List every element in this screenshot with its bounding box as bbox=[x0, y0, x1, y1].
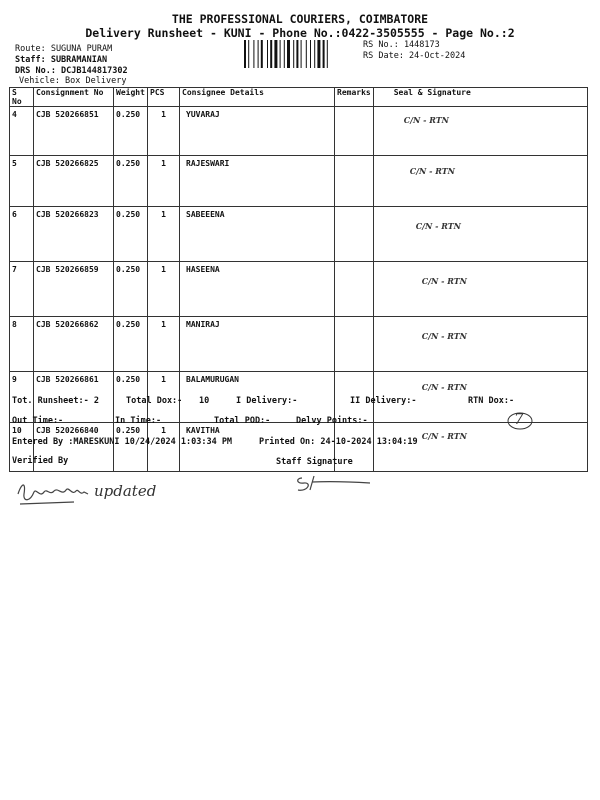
cell-weight: 0.250 bbox=[114, 423, 148, 472]
total-dox-value: 10 bbox=[199, 396, 210, 406]
cell-remarks bbox=[335, 262, 374, 317]
cell-consignment: CJB 520266823 bbox=[34, 207, 114, 262]
cell-pcs: 1 bbox=[148, 372, 180, 423]
runsheet-subtitle: Delivery Runsheet - KUNI - Phone No.:0422-3505555 - Page No.:2 bbox=[85, 26, 515, 40]
total-pod: Total POD:- bbox=[214, 416, 271, 426]
cell-remarks bbox=[335, 317, 374, 372]
in-time: In Time:- bbox=[115, 416, 162, 426]
cell-seal-handwritten: C/N - RTN bbox=[373, 107, 587, 156]
cell-weight: 0.250 bbox=[114, 156, 148, 207]
table-row bbox=[10, 207, 588, 262]
table-row bbox=[10, 107, 588, 156]
cell-weight: 0.250 bbox=[114, 262, 148, 317]
cell-consignment: CJB 520266862 bbox=[34, 317, 114, 372]
printed-on: Printed On: 24-10-2024 13:04:19 bbox=[259, 437, 418, 447]
cell-sno: 4 bbox=[10, 107, 34, 156]
header-remarks: Remarks bbox=[335, 88, 374, 107]
cell-consignee: RAJESWARI bbox=[180, 156, 335, 207]
cell-consignment: CJB 520266861 bbox=[34, 372, 114, 423]
cell-sno: 9 bbox=[10, 372, 34, 423]
verified-note-handwritten: updated bbox=[94, 482, 157, 500]
verified-by-label: Verified By bbox=[12, 456, 69, 466]
delvy-points: Delvy Points:- bbox=[296, 416, 368, 426]
consignment-table bbox=[9, 87, 588, 472]
cell-sno: 5 bbox=[10, 156, 34, 207]
company-title: THE PROFESSIONAL COURIERS, COIMBATORE bbox=[171, 12, 429, 26]
table-row bbox=[10, 156, 588, 207]
cell-consignment: CJB 520266851 bbox=[34, 107, 114, 156]
ii-delivery: II Delivery:- bbox=[350, 396, 417, 406]
cell-weight: 0.250 bbox=[114, 317, 148, 372]
cell-seal-handwritten: C/N - RTN bbox=[373, 156, 587, 207]
cell-seal-handwritten: C/N - RTN bbox=[373, 262, 587, 317]
table-row bbox=[10, 262, 588, 317]
route-text: Route: SUGUNA PURAM bbox=[15, 44, 113, 54]
cell-seal-handwritten: C/N - RTN bbox=[373, 423, 587, 472]
rtn-count-handwritten: 7 bbox=[514, 410, 524, 428]
vehicle-text: Vehicle: Box Delivery bbox=[19, 76, 127, 86]
cell-consignment: CJB 520266859 bbox=[34, 262, 114, 317]
cell-pcs: 1 bbox=[148, 207, 180, 262]
cell-sno: 6 bbox=[10, 207, 34, 262]
rs-date: RS Date: 24-Oct-2024 bbox=[363, 51, 466, 61]
tot-runsheet: Tot. Runsheet:- 2 bbox=[12, 396, 99, 406]
cell-weight: 0.250 bbox=[114, 372, 148, 423]
drs-number: DRS No.: DCJB144817302 bbox=[15, 66, 128, 76]
header-pcs: PCS bbox=[148, 88, 180, 107]
header-weight: Weight bbox=[114, 88, 148, 107]
cell-sno: 7 bbox=[10, 262, 34, 317]
total-dox-label: Total Dox:- bbox=[126, 396, 183, 406]
cell-pcs: 1 bbox=[148, 107, 180, 156]
cell-remarks bbox=[335, 207, 374, 262]
cell-consignee: HASEENA bbox=[180, 262, 335, 317]
out-time: Out Time:- bbox=[12, 416, 64, 426]
cell-sno: 8 bbox=[10, 317, 34, 372]
table-row bbox=[10, 317, 588, 372]
cell-weight: 0.250 bbox=[114, 207, 148, 262]
cell-pcs: 1 bbox=[148, 423, 180, 472]
staff-text: Staff: SUBRAMANIAN bbox=[15, 55, 108, 65]
header-consignee: Consignee Details bbox=[180, 88, 335, 107]
entered-by: Entered By :MARESKUNI 10/24/2024 1:03:34 PM bbox=[12, 437, 233, 447]
cell-seal-handwritten: C/N - RTN bbox=[373, 372, 587, 423]
cell-consignment: CJB 520266840 bbox=[34, 423, 114, 472]
cell-pcs: 1 bbox=[148, 317, 180, 372]
cell-remarks bbox=[335, 107, 374, 156]
cell-consignee: SABEEENA bbox=[180, 207, 335, 262]
cell-consignment: CJB 520266825 bbox=[34, 156, 114, 207]
cell-pcs: 1 bbox=[148, 156, 180, 207]
cell-consignee: KAVITHA bbox=[180, 423, 335, 472]
cell-pcs: 1 bbox=[148, 262, 180, 317]
header-seal: Seal & Signature bbox=[373, 88, 587, 107]
header-consignment: Consignment No bbox=[34, 88, 114, 107]
barcode-image bbox=[243, 40, 349, 68]
header-sno: S No bbox=[10, 88, 34, 107]
cell-consignee: BALAMURUGAN bbox=[180, 372, 335, 423]
verifier-signature bbox=[14, 472, 94, 512]
cell-remarks bbox=[335, 156, 374, 207]
cell-seal-handwritten: C/N - RTN bbox=[373, 207, 587, 262]
cell-consignee: MANIRAJ bbox=[180, 317, 335, 372]
staff-signature-image bbox=[294, 470, 374, 496]
cell-sno: 10 bbox=[10, 423, 34, 472]
cell-consignee: YUVARAJ bbox=[180, 107, 335, 156]
i-delivery: I Delivery:- bbox=[236, 396, 298, 406]
rtn-dox: RTN Dox:- bbox=[468, 396, 515, 406]
cell-weight: 0.250 bbox=[114, 107, 148, 156]
rs-number: RS No.: 1448173 bbox=[363, 40, 440, 50]
table-header-row bbox=[10, 88, 588, 107]
staff-signature-label: Staff Signature bbox=[276, 457, 353, 467]
cell-seal-handwritten: C/N - RTN bbox=[373, 317, 587, 372]
